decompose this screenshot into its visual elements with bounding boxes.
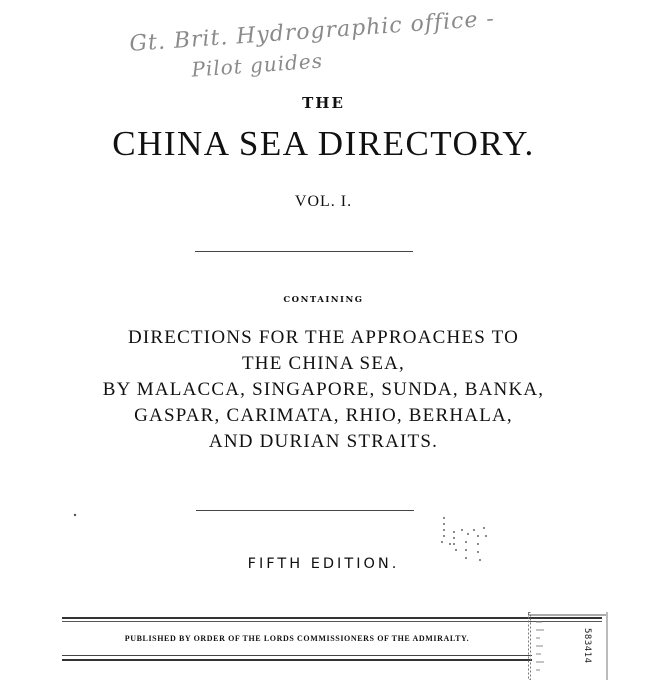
- directions-line: BY MALACCA, SINGAPORE, SUNDA, BANKA,: [102, 379, 545, 400]
- publisher-line: PUBLISHED BY ORDER OF THE LORDS COMMISSIONERS OF THE ADMIRALTY.: [124, 634, 470, 643]
- handwritten-note: [128, 0, 602, 92]
- library-strip-border-icon: [528, 612, 608, 680]
- directions-block: [0, 325, 649, 455]
- ink-speck: [72, 512, 78, 518]
- footer-rule-bottom-thin: [62, 655, 532, 656]
- divider-top: [195, 251, 413, 252]
- footer-rule-top-thick: [62, 617, 602, 619]
- containing-label: CONTAINING: [283, 295, 364, 305]
- footer-rule-bottom-thick: [62, 659, 532, 661]
- directions-line: DIRECTIONS FOR THE APPROACHES TO: [127, 327, 520, 348]
- library-strip-number: 583414: [582, 628, 592, 664]
- directions-line: THE CHINA SEA,: [242, 353, 405, 374]
- library-strip: [528, 612, 608, 680]
- title-article: THE: [302, 94, 345, 112]
- handwritten-note-line1: Gt. Brit. Hydrographic office -: [128, 6, 496, 57]
- footer-rule-top-thin: [62, 621, 602, 622]
- directions-line: GASPAR, CARIMATA, RHIO, BERHALA,: [134, 405, 513, 426]
- directions-line: AND DURIAN STRAITS.: [208, 431, 439, 452]
- edition-label: FIFTH EDITION.: [247, 556, 400, 572]
- volume-label: VOL. I.: [294, 193, 353, 210]
- handwritten-note-line2: Pilot guides: [190, 48, 324, 82]
- page-title: CHINA SEA DIRECTORY.: [112, 124, 535, 163]
- divider-bottom: [196, 510, 414, 511]
